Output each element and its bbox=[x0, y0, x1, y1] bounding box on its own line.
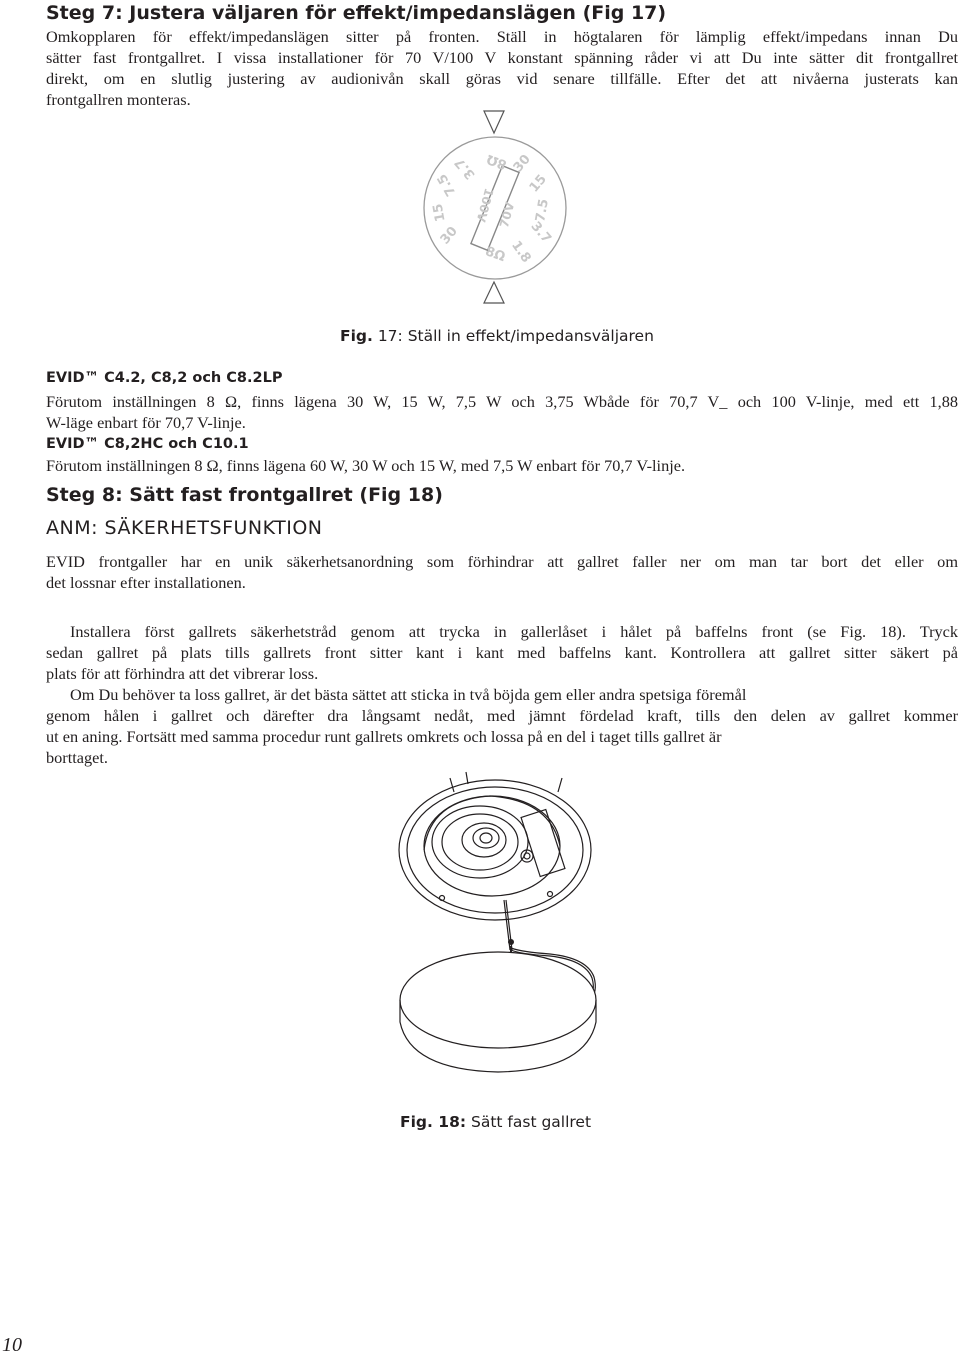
dial-label: 1.8 bbox=[508, 238, 534, 266]
step7-heading: Steg 7: Justera väljaren för effekt/impedanslägen (Fig 17) bbox=[46, 2, 667, 24]
caption-text: 17: Ställ in effekt/impedansväljaren bbox=[372, 327, 654, 345]
step8-heading: Steg 8: Sätt fast frontgallret (Fig 18) bbox=[46, 484, 443, 506]
front-grille bbox=[400, 952, 596, 1072]
removal-paragraph bbox=[46, 684, 958, 768]
dial-label: 7.5 bbox=[533, 197, 552, 224]
dial-label: 7.5 bbox=[434, 171, 460, 199]
speaker-baffle bbox=[399, 772, 591, 920]
step7-paragraph bbox=[46, 26, 958, 110]
text-line: EVID frontgaller har en unik säkerhetsanordning som förhindrar att gallret faller ner om man tar bort det eller om bbox=[46, 552, 958, 571]
dial-label: 3.7 bbox=[452, 154, 479, 182]
dial-labels bbox=[431, 151, 554, 266]
safety-note-heading: ANM: SÄKERHETSFUNKTION bbox=[46, 517, 323, 539]
text-line: W-läge enbart för 70,7 V-linje. bbox=[46, 413, 246, 432]
fig18-caption bbox=[400, 1113, 591, 1131]
evid-c8hc-heading: EVID™ C8,2HC och C10.1 bbox=[46, 436, 249, 452]
install-paragraph bbox=[46, 621, 958, 684]
safety-note-paragraph bbox=[46, 551, 958, 593]
text-line: plats för att förhindra att det vibrerar loss. bbox=[46, 664, 319, 683]
text-line: sedan gallret på plats tills gallrets front sitter kant i kant med baffelns kant. Kontrollera att gallret sitter säkert på bbox=[46, 643, 958, 662]
text-line: Förutom inställningen 8 Ω, finns lägena 60 W, 30 W och 15 W, med 7,5 W enbart för 70,7 V-linje. bbox=[46, 456, 686, 475]
text-line: frontgallren monteras. bbox=[46, 90, 191, 109]
text-line: direkt, om en slutlig justering av audionivån skall göras vid senare tillfälle. Efter det att nivåerna justerats kan bbox=[46, 69, 958, 88]
dial-label: 8Ω bbox=[484, 150, 509, 172]
text-line: genom hålen i gallret och därefter dra långsamt nedåt, med jämnt fördelad kraft, tills den delen av gallret kommer bbox=[46, 706, 958, 725]
dial-label: 30 bbox=[510, 151, 534, 176]
text-line: Förutom inställningen 8 Ω, finns lägena 30 W, 15 W, 7,5 W och 3,75 Wbåde för 70,7 V_ och 100 V-linje, med ett 1,88 bbox=[46, 392, 958, 411]
text-line: sätter fast frontgallret. I vissa installationer för 70 V/100 V konstant spänning råder vi att Du inte sätter dit frontgallret bbox=[46, 48, 958, 67]
fig17-caption bbox=[340, 327, 654, 345]
dial-label: 15 bbox=[430, 202, 449, 223]
top-pointer-arrow bbox=[484, 111, 504, 133]
grille-installation-illustration bbox=[380, 770, 620, 1100]
text-line: Om Du behöver ta loss gallret, är det bästa sättet att sticka in två böjda gem eller andra spetsiga föremål bbox=[70, 685, 747, 704]
caption-label: Fig. bbox=[340, 327, 373, 345]
dial-label: 8Ω bbox=[483, 244, 508, 266]
dial-label: 100V bbox=[473, 186, 497, 224]
text-line: borttaget. bbox=[46, 748, 108, 767]
impedance-selector-dial bbox=[410, 108, 580, 308]
caption-label: Fig. 18: bbox=[400, 1113, 467, 1131]
page-number: 10 bbox=[2, 1334, 22, 1356]
text-line: det lossnar efter installationen. bbox=[46, 573, 246, 592]
text-line: Installera först gallrets säkerhetstråd genom att trycka in gallerlåset i hålet på baffelns front (se Fig. 18). Tryck bbox=[70, 622, 958, 641]
evid-c4-paragraph bbox=[46, 391, 958, 433]
caption-text: Sätt fast gallret bbox=[466, 1113, 592, 1131]
evid-c8hc-paragraph bbox=[46, 455, 958, 476]
text-line: ut en aning. Fortsätt med samma procedur runt gallrets omkrets och lossa på en del i taget tills gallret är bbox=[46, 727, 722, 746]
dial-label: 70V bbox=[497, 200, 518, 230]
text-line: Omkopplaren för effekt/impedanslägen sitter på fronten. Ställ in högtalaren för lämplig effekt/impedans innan Du bbox=[46, 27, 958, 46]
dial-label: 3.7 bbox=[527, 219, 554, 247]
evid-c4-heading: EVID™ C4.2, C8,2 och C8.2LP bbox=[46, 370, 283, 386]
dial-label: 15 bbox=[526, 171, 550, 196]
bottom-pointer-arrow bbox=[484, 282, 504, 303]
dial-label: 30 bbox=[437, 223, 461, 248]
